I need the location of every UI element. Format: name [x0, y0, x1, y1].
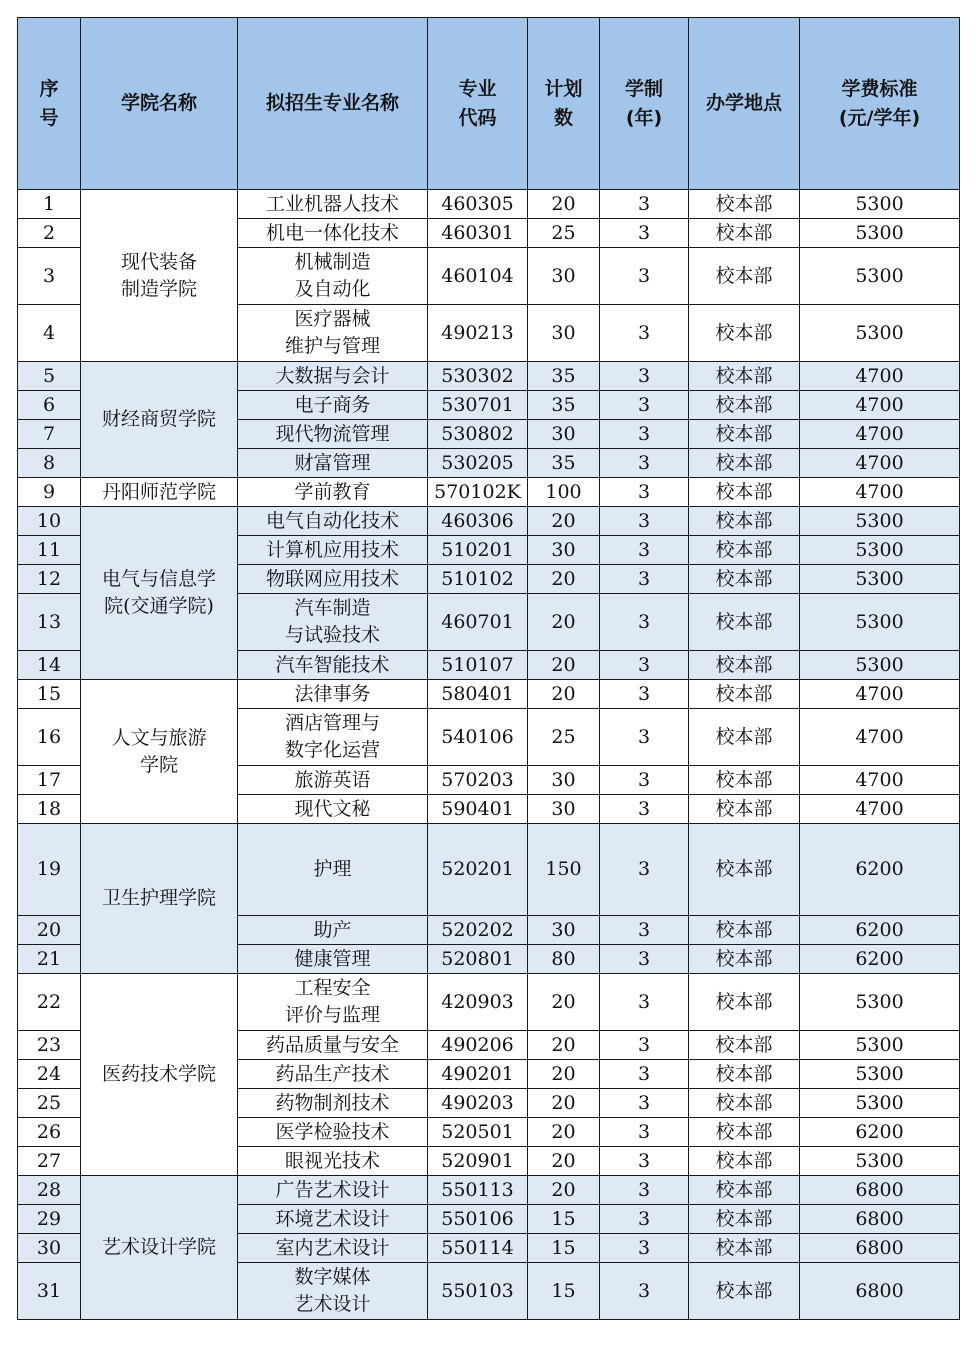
cell-index: 11 [18, 536, 81, 565]
cell-major: 机械制造 及自动化 [238, 248, 428, 305]
cell-plan: 35 [528, 449, 600, 478]
cell-plan: 30 [528, 916, 600, 945]
cell-index: 6 [18, 391, 81, 420]
cell-index: 26 [18, 1118, 81, 1147]
table-body [18, 190, 960, 1320]
cell-major: 电气自动化技术 [238, 507, 428, 536]
cell-tuition: 4700 [800, 766, 960, 795]
header-location: 办学地点 [689, 18, 800, 190]
cell-tuition: 5300 [800, 248, 960, 305]
cell-tuition: 4700 [800, 362, 960, 391]
table-row [18, 824, 960, 916]
cell-code: 510107 [428, 651, 528, 680]
cell-tuition: 5300 [800, 305, 960, 362]
cell-index: 31 [18, 1263, 81, 1320]
table-row [18, 507, 960, 536]
cell-plan: 15 [528, 1234, 600, 1263]
cell-index: 22 [18, 974, 81, 1031]
cell-major: 现代物流管理 [238, 420, 428, 449]
cell-code: 490213 [428, 305, 528, 362]
header-major: 拟招生专业名称 [238, 18, 428, 190]
cell-index: 13 [18, 594, 81, 651]
cell-location: 校本部 [689, 362, 800, 391]
cell-tuition: 5300 [800, 536, 960, 565]
cell-years: 3 [600, 594, 689, 651]
cell-index: 5 [18, 362, 81, 391]
cell-college: 卫生护理学院 [81, 824, 238, 974]
cell-index: 7 [18, 420, 81, 449]
cell-code: 570203 [428, 766, 528, 795]
cell-major: 大数据与会计 [238, 362, 428, 391]
cell-code: 540106 [428, 709, 528, 766]
cell-location: 校本部 [689, 680, 800, 709]
cell-index: 20 [18, 916, 81, 945]
cell-code: 570102K [428, 478, 528, 507]
cell-code: 510201 [428, 536, 528, 565]
cell-code: 530701 [428, 391, 528, 420]
cell-location: 校本部 [689, 945, 800, 974]
cell-code: 530302 [428, 362, 528, 391]
cell-major: 电子商务 [238, 391, 428, 420]
cell-tuition: 5300 [800, 974, 960, 1031]
cell-plan: 30 [528, 766, 600, 795]
cell-code: 490203 [428, 1089, 528, 1118]
cell-code: 460306 [428, 507, 528, 536]
cell-plan: 20 [528, 1118, 600, 1147]
cell-index: 30 [18, 1234, 81, 1263]
cell-years: 3 [600, 916, 689, 945]
table-row [18, 362, 960, 391]
cell-location: 校本部 [689, 1147, 800, 1176]
cell-years: 3 [600, 766, 689, 795]
cell-years: 3 [600, 190, 689, 219]
cell-plan: 100 [528, 478, 600, 507]
cell-plan: 25 [528, 219, 600, 248]
cell-location: 校本部 [689, 391, 800, 420]
cell-index: 27 [18, 1147, 81, 1176]
cell-years: 3 [600, 219, 689, 248]
cell-years: 3 [600, 1060, 689, 1089]
cell-major: 计算机应用技术 [238, 536, 428, 565]
cell-tuition: 6800 [800, 1263, 960, 1320]
cell-location: 校本部 [689, 305, 800, 362]
cell-code: 520201 [428, 824, 528, 916]
cell-years: 3 [600, 1176, 689, 1205]
cell-tuition: 4700 [800, 478, 960, 507]
cell-location: 校本部 [689, 1118, 800, 1147]
cell-college: 艺术设计学院 [81, 1176, 238, 1320]
cell-tuition: 5300 [800, 1147, 960, 1176]
cell-location: 校本部 [689, 420, 800, 449]
cell-college: 丹阳师范学院 [81, 478, 238, 507]
cell-major: 工程安全 评价与监理 [238, 974, 428, 1031]
cell-tuition: 6200 [800, 1118, 960, 1147]
header-years: 学制 (年) [600, 18, 689, 190]
cell-major: 工业机器人技术 [238, 190, 428, 219]
cell-years: 3 [600, 565, 689, 594]
cell-years: 3 [600, 1205, 689, 1234]
cell-tuition: 5300 [800, 594, 960, 651]
cell-location: 校本部 [689, 565, 800, 594]
cell-location: 校本部 [689, 651, 800, 680]
enrollment-table [17, 17, 960, 1320]
cell-index: 29 [18, 1205, 81, 1234]
cell-years: 3 [600, 974, 689, 1031]
cell-code: 550113 [428, 1176, 528, 1205]
cell-index: 8 [18, 449, 81, 478]
cell-major: 广告艺术设计 [238, 1176, 428, 1205]
cell-college: 医药技术学院 [81, 974, 238, 1176]
cell-code: 490201 [428, 1060, 528, 1089]
cell-major: 汽车智能技术 [238, 651, 428, 680]
cell-code: 420903 [428, 974, 528, 1031]
cell-major: 酒店管理与 数字化运营 [238, 709, 428, 766]
cell-location: 校本部 [689, 190, 800, 219]
cell-plan: 150 [528, 824, 600, 916]
cell-major: 财富管理 [238, 449, 428, 478]
cell-college: 现代装备 制造学院 [81, 190, 238, 362]
cell-years: 3 [600, 305, 689, 362]
cell-tuition: 4700 [800, 420, 960, 449]
cell-tuition: 6800 [800, 1205, 960, 1234]
cell-years: 3 [600, 709, 689, 766]
cell-tuition: 6200 [800, 945, 960, 974]
cell-plan: 20 [528, 1176, 600, 1205]
cell-index: 19 [18, 824, 81, 916]
table-row [18, 974, 960, 1031]
cell-location: 校本部 [689, 824, 800, 916]
table-row [18, 1176, 960, 1205]
cell-location: 校本部 [689, 1205, 800, 1234]
cell-index: 21 [18, 945, 81, 974]
header-code: 专业 代码 [428, 18, 528, 190]
cell-tuition: 5300 [800, 651, 960, 680]
cell-major: 数字媒体 艺术设计 [238, 1263, 428, 1320]
cell-code: 520202 [428, 916, 528, 945]
cell-plan: 20 [528, 680, 600, 709]
header-row [18, 18, 960, 190]
cell-years: 3 [600, 1263, 689, 1320]
cell-index: 18 [18, 795, 81, 824]
cell-code: 460305 [428, 190, 528, 219]
cell-location: 校本部 [689, 536, 800, 565]
cell-tuition: 5300 [800, 190, 960, 219]
cell-major: 环境艺术设计 [238, 1205, 428, 1234]
cell-index: 4 [18, 305, 81, 362]
cell-college: 人文与旅游 学院 [81, 680, 238, 824]
cell-years: 3 [600, 651, 689, 680]
cell-plan: 30 [528, 248, 600, 305]
cell-years: 3 [600, 1031, 689, 1060]
cell-major: 助产 [238, 916, 428, 945]
cell-location: 校本部 [689, 974, 800, 1031]
cell-tuition: 4700 [800, 709, 960, 766]
cell-years: 3 [600, 1234, 689, 1263]
cell-code: 580401 [428, 680, 528, 709]
cell-college: 电气与信息学 院(交通学院) [81, 507, 238, 680]
cell-location: 校本部 [689, 1263, 800, 1320]
cell-plan: 20 [528, 1031, 600, 1060]
cell-tuition: 5300 [800, 1031, 960, 1060]
cell-plan: 30 [528, 305, 600, 362]
cell-plan: 20 [528, 594, 600, 651]
cell-plan: 20 [528, 507, 600, 536]
cell-index: 2 [18, 219, 81, 248]
cell-major: 药品生产技术 [238, 1060, 428, 1089]
cell-tuition: 6800 [800, 1176, 960, 1205]
cell-years: 3 [600, 945, 689, 974]
cell-location: 校本部 [689, 1089, 800, 1118]
cell-code: 520801 [428, 945, 528, 974]
cell-index: 16 [18, 709, 81, 766]
cell-tuition: 6200 [800, 824, 960, 916]
cell-index: 15 [18, 680, 81, 709]
cell-code: 460104 [428, 248, 528, 305]
cell-plan: 80 [528, 945, 600, 974]
cell-plan: 20 [528, 190, 600, 219]
cell-plan: 20 [528, 1147, 600, 1176]
cell-index: 24 [18, 1060, 81, 1089]
table-header [18, 18, 960, 190]
cell-plan: 25 [528, 709, 600, 766]
cell-tuition: 6200 [800, 916, 960, 945]
cell-code: 490206 [428, 1031, 528, 1060]
cell-index: 12 [18, 565, 81, 594]
cell-plan: 15 [528, 1205, 600, 1234]
cell-major: 眼视光技术 [238, 1147, 428, 1176]
cell-code: 550106 [428, 1205, 528, 1234]
cell-location: 校本部 [689, 449, 800, 478]
cell-major: 学前教育 [238, 478, 428, 507]
cell-years: 3 [600, 391, 689, 420]
cell-code: 510102 [428, 565, 528, 594]
header-index: 序 号 [18, 18, 81, 190]
cell-location: 校本部 [689, 709, 800, 766]
cell-tuition: 5300 [800, 507, 960, 536]
cell-major: 汽车制造 与试验技术 [238, 594, 428, 651]
cell-years: 3 [600, 824, 689, 916]
cell-years: 3 [600, 1118, 689, 1147]
table-row [18, 680, 960, 709]
cell-code: 530802 [428, 420, 528, 449]
cell-code: 460701 [428, 594, 528, 651]
cell-years: 3 [600, 507, 689, 536]
cell-index: 10 [18, 507, 81, 536]
cell-location: 校本部 [689, 594, 800, 651]
cell-plan: 20 [528, 651, 600, 680]
cell-major: 物联网应用技术 [238, 565, 428, 594]
header-plan: 计划 数 [528, 18, 600, 190]
cell-tuition: 4700 [800, 795, 960, 824]
cell-tuition: 5300 [800, 1089, 960, 1118]
cell-years: 3 [600, 1147, 689, 1176]
cell-years: 3 [600, 449, 689, 478]
cell-code: 520901 [428, 1147, 528, 1176]
cell-location: 校本部 [689, 795, 800, 824]
cell-major: 法律事务 [238, 680, 428, 709]
cell-major: 旅游英语 [238, 766, 428, 795]
cell-plan: 35 [528, 391, 600, 420]
cell-code: 590401 [428, 795, 528, 824]
cell-major: 护理 [238, 824, 428, 916]
cell-location: 校本部 [689, 248, 800, 305]
cell-index: 1 [18, 190, 81, 219]
cell-years: 3 [600, 248, 689, 305]
cell-major: 药物制剂技术 [238, 1089, 428, 1118]
cell-plan: 30 [528, 536, 600, 565]
cell-plan: 20 [528, 565, 600, 594]
cell-index: 23 [18, 1031, 81, 1060]
cell-years: 3 [600, 1089, 689, 1118]
cell-index: 17 [18, 766, 81, 795]
cell-major: 医疗器械 维护与管理 [238, 305, 428, 362]
cell-plan: 35 [528, 362, 600, 391]
header-tuition: 学费标准 (元/学年) [800, 18, 960, 190]
cell-major: 药品质量与安全 [238, 1031, 428, 1060]
cell-index: 9 [18, 478, 81, 507]
header-college: 学院名称 [81, 18, 238, 190]
cell-tuition: 6800 [800, 1234, 960, 1263]
cell-years: 3 [600, 536, 689, 565]
table-row [18, 478, 960, 507]
cell-code: 530205 [428, 449, 528, 478]
cell-location: 校本部 [689, 916, 800, 945]
cell-years: 3 [600, 680, 689, 709]
cell-plan: 30 [528, 420, 600, 449]
cell-tuition: 4700 [800, 449, 960, 478]
cell-location: 校本部 [689, 1060, 800, 1089]
cell-tuition: 5300 [800, 219, 960, 248]
cell-major: 健康管理 [238, 945, 428, 974]
cell-years: 3 [600, 478, 689, 507]
cell-tuition: 4700 [800, 680, 960, 709]
cell-location: 校本部 [689, 1176, 800, 1205]
cell-college: 财经商贸学院 [81, 362, 238, 478]
cell-index: 25 [18, 1089, 81, 1118]
cell-years: 3 [600, 420, 689, 449]
cell-major: 机电一体化技术 [238, 219, 428, 248]
cell-index: 28 [18, 1176, 81, 1205]
cell-code: 550103 [428, 1263, 528, 1320]
cell-code: 550114 [428, 1234, 528, 1263]
cell-years: 3 [600, 795, 689, 824]
cell-location: 校本部 [689, 219, 800, 248]
cell-years: 3 [600, 362, 689, 391]
cell-tuition: 5300 [800, 565, 960, 594]
cell-plan: 20 [528, 1089, 600, 1118]
cell-plan: 20 [528, 974, 600, 1031]
cell-plan: 20 [528, 1060, 600, 1089]
cell-plan: 15 [528, 1263, 600, 1320]
cell-location: 校本部 [689, 478, 800, 507]
cell-index: 14 [18, 651, 81, 680]
cell-plan: 30 [528, 795, 600, 824]
table-row [18, 190, 960, 219]
cell-major: 医学检验技术 [238, 1118, 428, 1147]
cell-location: 校本部 [689, 766, 800, 795]
cell-tuition: 4700 [800, 391, 960, 420]
cell-location: 校本部 [689, 1031, 800, 1060]
cell-index: 3 [18, 248, 81, 305]
cell-tuition: 5300 [800, 1060, 960, 1089]
cell-location: 校本部 [689, 507, 800, 536]
cell-major: 现代文秘 [238, 795, 428, 824]
cell-major: 室内艺术设计 [238, 1234, 428, 1263]
cell-code: 460301 [428, 219, 528, 248]
cell-code: 520501 [428, 1118, 528, 1147]
cell-location: 校本部 [689, 1234, 800, 1263]
